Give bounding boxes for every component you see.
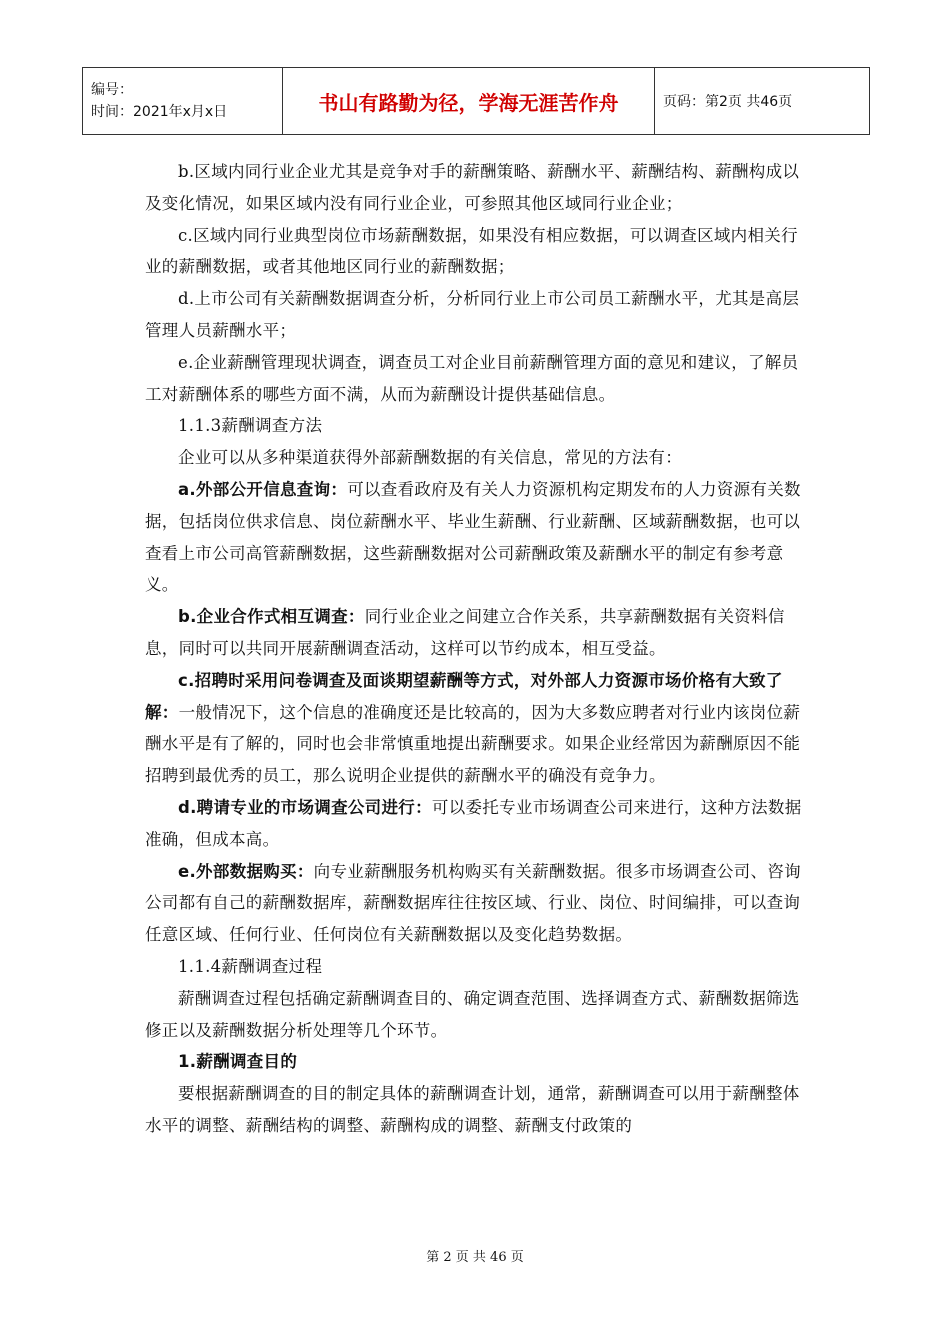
paragraph: e.外部数据购买：向专业薪酬服务机构购买有关薪酬数据。很多市场调查公司、咨询公司都有自己的薪酬数据库，薪酬数据库往往按区域、行业、岗位、时间编排，可以查询任意区域、任何行业、任何岗位有关薪酬数据以及变化趋势数据。: [145, 861, 801, 945]
paragraph: 薪酬调查过程包括确定薪酬调查目的、确定调查范围、选择调查方式、薪酬数据筛选修正以及薪酬数据分析处理等几个环节。: [145, 988, 800, 1040]
paragraph: c.招聘时采用问卷调查及面谈期望薪酬等方式，对外部人力资源市场价格有大致了解：一般情况下，这个信息的准确度还是比较高的，因为大多数应聘者对行业内该岗位薪酬水平是有了解的，同时也会非常慎重地提出薪酬要求。如果企业经常因为薪酬原因不能招聘到最优秀的员工，那么说明企业提供的薪酬水平的确没有竞争力。: [145, 670, 801, 786]
paragraph: 要根据薪酬调查的目的制定具体的薪酬调查计划，通常，薪酬调查可以用于薪酬整体水平的调整、薪酬结构的调整、薪酬构成的调整、薪酬支付政策的: [145, 1084, 800, 1135]
document-body: [145, 156, 807, 1142]
header-motto-cell: [283, 68, 655, 134]
paragraph: d.聘请专业的市场调查公司进行：可以委托专业市场调查公司来进行，这种方法数据准确，但成本高。: [145, 797, 802, 849]
motto: 书山有路勤为径，学海无涯苦作舟: [318, 90, 619, 115]
bold-lead: c.招聘时采用问卷调查及面谈期望薪酬等方式，对外部人力资源市场价格有大致了解：: [145, 670, 783, 722]
subheading: [145, 1046, 807, 1078]
paragraph: c.区域内同行业典型岗位市场薪酬数据，如果没有相应数据，可以调查区域内相关行业的薪酬数据，或者其他地区同行业的薪酬数据；: [145, 225, 798, 277]
section-heading: 1.1.3薪酬调查方法: [178, 416, 323, 436]
bold-lead: b.企业合作式相互调查：: [178, 607, 365, 627]
page-label: 页码：第2页 共46页: [663, 94, 793, 110]
section-heading: 1.1.4薪酬调查过程: [178, 956, 323, 976]
bold-lead: e.外部数据购买：: [178, 861, 314, 881]
paragraph: 企业可以从多种渠道获得外部薪酬数据的有关信息，常见的方法有：: [178, 448, 682, 468]
footer-page-number: 第 2 页 共 46 页: [426, 1250, 524, 1265]
paragraph: a.外部公开信息查询：可以查看政府及有关人力资源机构定期发布的人力资源有关数据，包括岗位供求信息、岗位薪酬水平、毕业生薪酬、行业薪酬、区域薪酬数据，也可以查看上市公司高管薪酬数据，这些薪酬数据对公司薪酬政策及薪酬水平的制定有参考意义。: [145, 479, 801, 595]
paragraph: b.企业合作式相互调查：同行业企业之间建立合作关系，共享薪酬数据有关资料信息，同时可以共同开展薪酬调查活动，这样可以节约成本，相互受益。: [145, 607, 785, 658]
paragraph: e.企业薪酬管理现状调查，调查员工对企业目前薪酬管理方面的意见和建议，了解员工对薪酬体系的哪些方面不满，从而为薪酬设计提供基础信息。: [145, 352, 799, 404]
bold-lead: a.外部公开信息查询：: [178, 479, 348, 499]
page-footer: [0, 1246, 950, 1265]
header-info-cell: [83, 68, 283, 134]
bold-lead: d.聘请专业的市场调查公司进行：: [178, 797, 432, 817]
serial-label: 编号：: [91, 82, 133, 98]
header-page-cell: [655, 68, 869, 134]
date-label: 时间：2021年x月x日: [91, 104, 228, 120]
paragraph: d.上市公司有关薪酬数据调查分析，分析同行业上市公司员工薪酬水平，尤其是高层管理人员薪酬水平；: [145, 289, 800, 340]
page-header: [82, 67, 870, 135]
bold-lead: 1.薪酬调查目的: [178, 1052, 298, 1072]
paragraph: b.区域内同行业企业尤其是竞争对手的薪酬策略、薪酬水平、薪酬结构、薪酬构成以及变化情况，如果区域内没有同行业企业，可参照其他区域同行业企业；: [145, 162, 800, 213]
